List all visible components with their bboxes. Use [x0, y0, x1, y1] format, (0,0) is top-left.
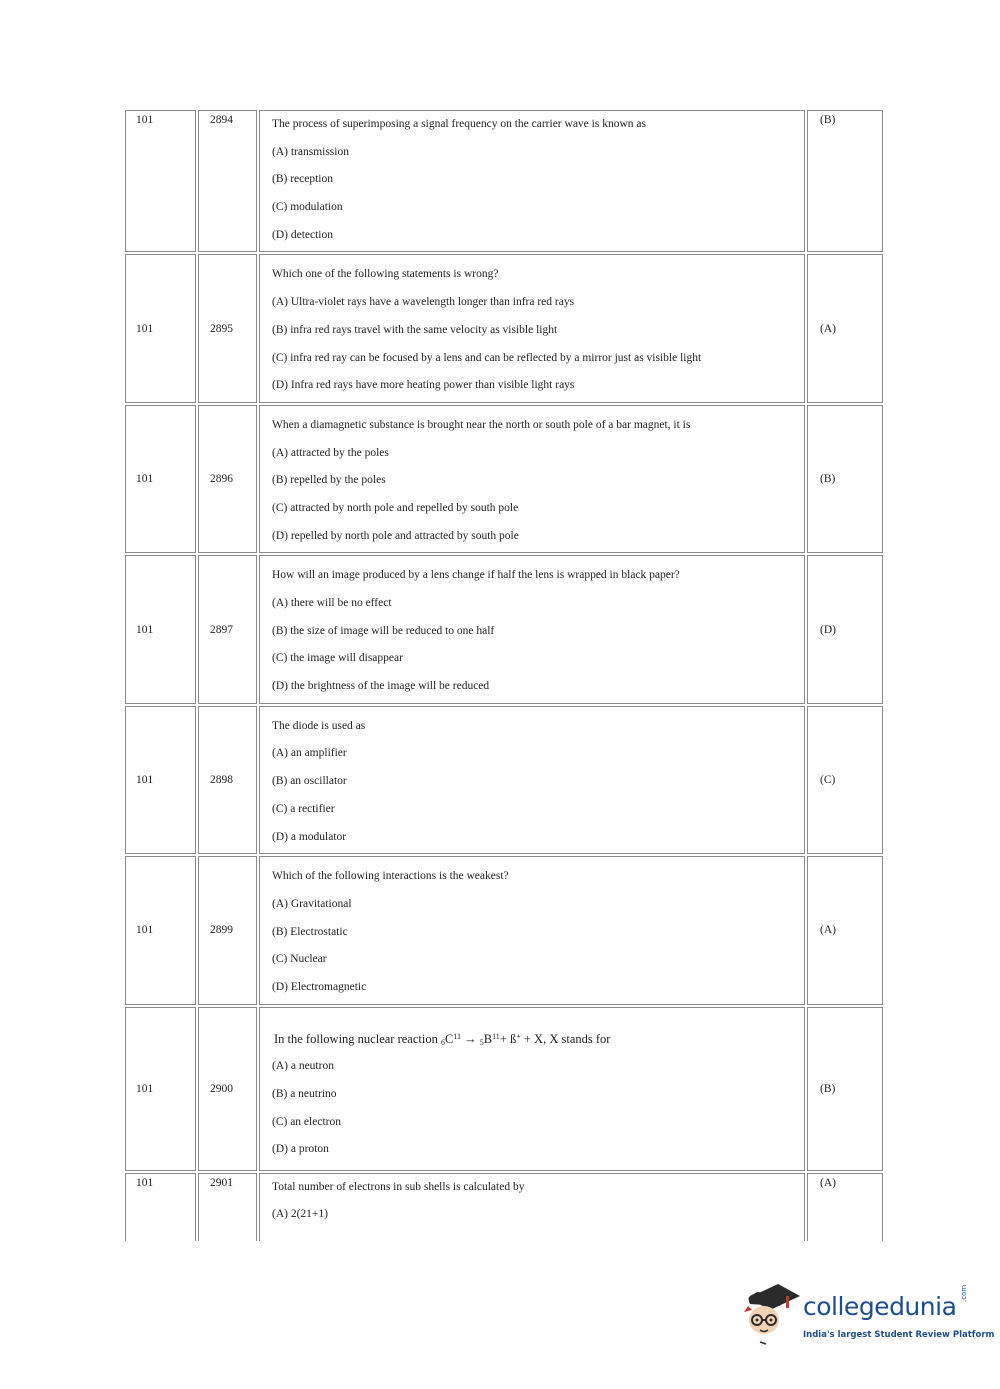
option: (A) 2(21+1)	[272, 1208, 328, 1221]
element-symbol: B	[483, 1032, 493, 1047]
question-text: How will an image produced by a lens change if half the lens is wrapped in black paper?	[272, 569, 680, 582]
question-cell	[259, 405, 805, 553]
question-id: 2899	[198, 856, 257, 1004]
option: (A) an amplifier	[272, 747, 347, 760]
table-row	[125, 856, 883, 1004]
answer-key: (B)	[807, 110, 883, 252]
option: (C) the image will disappear	[272, 652, 403, 665]
option: (B) Electrostatic	[272, 925, 348, 938]
question-id: 2898	[198, 706, 257, 854]
element-symbol: C	[444, 1032, 454, 1047]
answer-key: (B)	[807, 1007, 883, 1171]
question-text: The process of superimposing a signal frequency on the carrier wave is known as	[272, 118, 646, 130]
option: (A) Ultra-violet rays have a wavelength longer than infra red rays	[272, 296, 575, 309]
option: (C) attracted by north pole and repelled by south pole	[272, 501, 519, 514]
brand-suffix: .com	[960, 1284, 968, 1302]
brand-tagline: India's largest Student Review Platform	[803, 1330, 995, 1340]
table-row	[125, 405, 883, 553]
option: (A) a neutron	[272, 1060, 334, 1073]
question-text: Total number of electrons in sub shells is calculated by	[272, 1180, 525, 1193]
option: (B) the size of image will be reduced to one half	[272, 624, 495, 637]
table-row	[125, 1007, 883, 1171]
atomic-number: 6	[440, 1038, 445, 1048]
question-id: 2894	[198, 110, 257, 252]
option: (B) repelled by the poles	[272, 474, 386, 487]
subject-code: 101	[125, 254, 196, 402]
mass-number: 11	[453, 1032, 461, 1042]
question-text: Which one of the following statements is wrong?	[272, 268, 499, 281]
option: (C) infra red ray can be focused by a lens and can be reflected by a mirror just as visible light	[272, 351, 702, 364]
answer-key: (A)	[807, 856, 883, 1004]
question-tail: + X, X stands for	[520, 1032, 611, 1047]
option: (A) Gravitational	[272, 897, 352, 910]
option: (C) modulation	[272, 201, 343, 214]
question-cell	[259, 706, 805, 854]
option: (A) transmission	[272, 145, 349, 158]
mascot-icon	[740, 1282, 802, 1354]
question-text	[272, 1021, 804, 1053]
table-row	[125, 706, 883, 854]
option: (D) repelled by north pole and attracted by south pole	[272, 529, 519, 542]
table-row	[125, 1173, 883, 1241]
question-text: The diode is used as	[272, 719, 366, 732]
option: (C) Nuclear	[272, 953, 327, 966]
option: (D) a proton	[272, 1143, 329, 1156]
arrow-icon: →	[461, 1032, 480, 1047]
question-id: 2901	[198, 1173, 257, 1241]
option: (C) an electron	[272, 1115, 341, 1128]
option: (D) Electromagnetic	[272, 980, 367, 993]
subject-code: 101	[125, 110, 196, 252]
question-cell	[259, 856, 805, 1004]
subject-code: 101	[125, 555, 196, 703]
table-row	[125, 254, 883, 402]
table-row	[125, 555, 883, 703]
option: (B) an oscillator	[272, 775, 347, 788]
question-table	[123, 110, 885, 1241]
answer-key: (C)	[807, 706, 883, 854]
question-id: 2895	[198, 254, 257, 402]
atomic-number: 5	[479, 1038, 484, 1048]
option: (D) detection	[272, 228, 333, 241]
table-row	[125, 110, 883, 252]
mass-number: 11	[492, 1032, 500, 1042]
option: (B) reception	[272, 173, 333, 186]
subject-code: 101	[125, 1173, 196, 1241]
option: (A) attracted by the poles	[272, 446, 389, 459]
question-intro: In the following nuclear reaction	[274, 1032, 441, 1047]
question-id: 2897	[198, 555, 257, 703]
option: (B) a neutrino	[272, 1087, 337, 1100]
answer-key: (B)	[807, 405, 883, 553]
option: (C) a rectifier	[272, 802, 335, 815]
option: (D) a modulator	[272, 830, 347, 843]
option: (D) the brightness of the image will be reduced	[272, 680, 490, 693]
question-table-container	[123, 110, 885, 1241]
question-cell	[259, 1173, 805, 1241]
question-cell	[259, 1007, 805, 1171]
option: (B) infra red rays travel with the same velocity as visible light	[272, 323, 558, 336]
particle: + ß	[499, 1032, 517, 1047]
answer-key: (D)	[807, 555, 883, 703]
question-id: 2896	[198, 405, 257, 553]
subject-code: 101	[125, 1007, 196, 1171]
brand-name: collegedunia	[803, 1292, 957, 1321]
subject-code: 101	[125, 706, 196, 854]
question-cell	[259, 254, 805, 402]
answer-key: (A)	[807, 254, 883, 402]
charge: +	[516, 1032, 521, 1042]
question-cell	[259, 110, 805, 252]
question-cell	[259, 555, 805, 703]
question-text: Which of the following interactions is the weakest?	[272, 870, 509, 883]
subject-code: 101	[125, 405, 196, 553]
question-id: 2900	[198, 1007, 257, 1171]
question-text: When a diamagnetic substance is brought near the north or south pole of a bar magnet, it is	[272, 418, 691, 431]
collegedunia-logo	[740, 1282, 995, 1354]
option: (D) Infra red rays have more heating power than visible light rays	[272, 379, 575, 392]
option: (A) there will be no effect	[272, 597, 392, 609]
subject-code: 101	[125, 856, 196, 1004]
answer-key: (A)	[807, 1173, 883, 1241]
